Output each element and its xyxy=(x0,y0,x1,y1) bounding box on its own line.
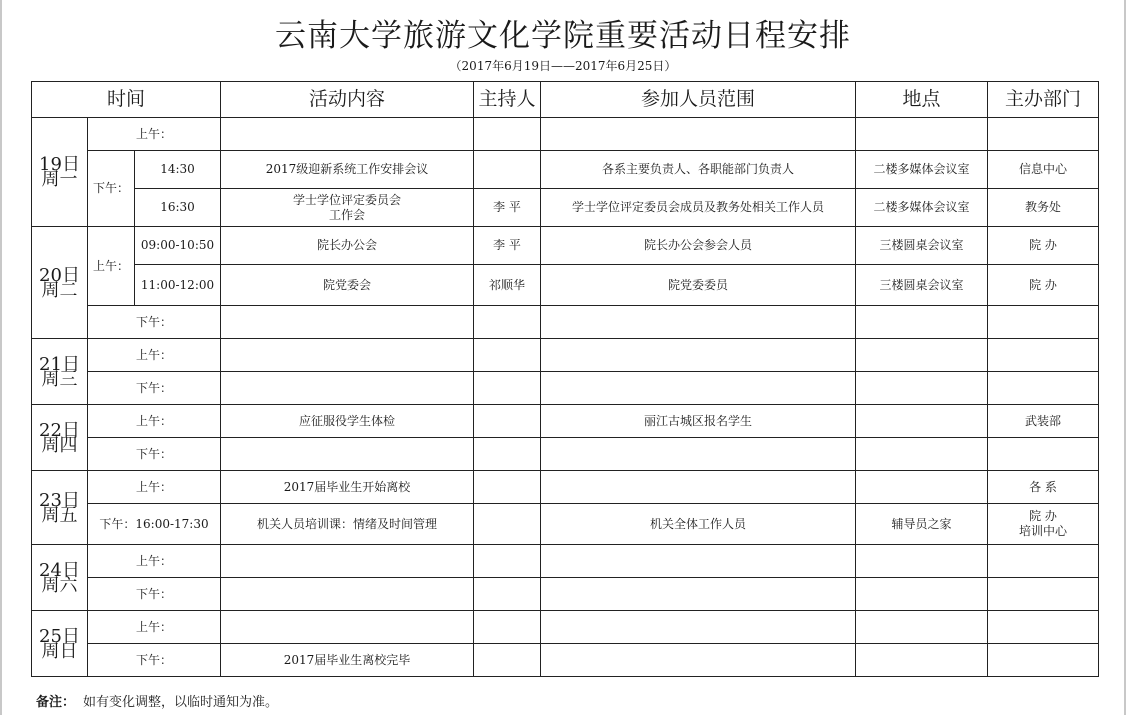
activity-organizer xyxy=(988,545,1099,578)
activity-organizer: 教务处 xyxy=(988,189,1099,227)
activity-content xyxy=(221,438,474,471)
day-date: 19日 xyxy=(39,154,80,175)
period-pm: 下午： xyxy=(88,438,221,471)
activity-participants xyxy=(541,471,856,504)
activity-content xyxy=(221,118,474,151)
footnote xyxy=(36,694,278,712)
activity-organizer: 院 办 xyxy=(988,227,1099,265)
activity-organizer xyxy=(988,339,1099,372)
activity-participants xyxy=(541,644,856,677)
activity-host xyxy=(474,545,541,578)
activity-host xyxy=(474,611,541,644)
activity-location: 三楼圆桌会议室 xyxy=(856,265,988,306)
period-am: 上午： xyxy=(88,227,135,306)
period-am: 上午： xyxy=(88,118,221,151)
day-date: 20日 xyxy=(39,264,80,286)
activity-content xyxy=(221,306,474,339)
period-pm: 下午： xyxy=(88,306,221,339)
period-pm: 下午： xyxy=(88,372,221,405)
day-cell xyxy=(32,227,88,339)
activity-content-line2: 工作会 xyxy=(329,207,366,222)
table-row xyxy=(32,504,1099,545)
period-am: 上午： xyxy=(88,545,221,578)
activity-participants xyxy=(541,611,856,644)
activity-participants: 院党委委员 xyxy=(541,265,856,306)
activity-organizer xyxy=(988,306,1099,339)
activity-content xyxy=(221,578,474,611)
activity-participants: 院长办公会参会人员 xyxy=(541,227,856,265)
activity-organizer: 武装部 xyxy=(988,405,1099,438)
activity-participants: 机关全体工作人员 xyxy=(541,504,856,545)
period-am: 上午： xyxy=(88,611,221,644)
activity-organizer xyxy=(988,438,1099,471)
activity-host xyxy=(474,118,541,151)
table-row xyxy=(32,265,1099,306)
activity-organizer: 信息中心 xyxy=(988,151,1099,189)
day-cell xyxy=(32,118,88,227)
activity-host: 祁顺华 xyxy=(474,265,541,306)
period-am: 上午： xyxy=(88,339,221,372)
activity-content: 2017届毕业生离校完毕 xyxy=(221,644,474,677)
table-row xyxy=(32,118,1099,151)
day-cell xyxy=(32,611,88,677)
activity-time: 09:00-10:50 xyxy=(135,227,221,265)
table-row xyxy=(32,471,1099,504)
schedule-table xyxy=(31,81,1099,677)
activity-location xyxy=(856,306,988,339)
activity-location xyxy=(856,372,988,405)
activity-location: 二楼多媒体会议室 xyxy=(856,151,988,189)
activity-participants xyxy=(541,545,856,578)
activity-organizer xyxy=(988,578,1099,611)
day-weekday: 周三 xyxy=(41,368,78,390)
activity-participants xyxy=(541,438,856,471)
activity-organizer-line2: 培训中心 xyxy=(1019,524,1068,538)
day-weekday: 周五 xyxy=(41,504,78,526)
activity-host: 李 平 xyxy=(474,227,541,265)
activity-host xyxy=(474,471,541,504)
day-date: 22日 xyxy=(39,419,80,441)
activity-content: 机关人员培训课：情绪及时间管理 xyxy=(221,504,474,545)
activity-host xyxy=(474,644,541,677)
activity-content: 院党委会 xyxy=(221,265,474,306)
day-date: 21日 xyxy=(39,353,80,375)
activity-content xyxy=(221,545,474,578)
activity-organizer xyxy=(988,118,1099,151)
activity-content xyxy=(221,372,474,405)
activity-organizer: 各 系 xyxy=(988,471,1099,504)
footnote-label: 备注： xyxy=(36,695,76,710)
activity-host xyxy=(474,306,541,339)
table-row xyxy=(32,545,1099,578)
page-title: 云南大学旅游文化学院重要活动日程安排 xyxy=(275,18,851,54)
activity-organizer-line1: 院 办 xyxy=(1029,509,1057,523)
date-range-subtitle: （2017年6月19日——2017年6月25日） xyxy=(449,59,677,73)
activity-participants xyxy=(541,372,856,405)
activity-location xyxy=(856,118,988,151)
activity-location: 二楼多媒体会议室 xyxy=(856,189,988,227)
activity-location xyxy=(856,339,988,372)
activity-content xyxy=(221,611,474,644)
day-weekday: 周一 xyxy=(41,169,78,190)
page-edge-left xyxy=(0,0,2,715)
table-row xyxy=(32,405,1099,438)
activity-participants: 学士学位评定委员会成员及教务处相关工作人员 xyxy=(541,189,856,227)
table-row xyxy=(32,644,1099,677)
activity-location xyxy=(856,438,988,471)
activity-participants xyxy=(541,578,856,611)
activity-host xyxy=(474,151,541,189)
period-am: 上午： xyxy=(88,405,221,438)
period-pm: 下午： xyxy=(88,578,221,611)
activity-participants xyxy=(541,306,856,339)
day-cell xyxy=(32,405,88,471)
activity-location xyxy=(856,545,988,578)
activity-organizer xyxy=(988,504,1099,545)
activity-host xyxy=(474,438,541,471)
activity-participants xyxy=(541,339,856,372)
period-pm: 下午： xyxy=(88,151,135,227)
activity-content: 2017级迎新系统工作安排会议 xyxy=(221,151,474,189)
activity-location xyxy=(856,405,988,438)
day-weekday: 周六 xyxy=(41,574,78,596)
activity-participants: 丽江古城区报名学生 xyxy=(541,405,856,438)
day-cell xyxy=(32,339,88,405)
activity-organizer xyxy=(988,611,1099,644)
header-content: 活动内容 xyxy=(221,82,474,118)
header-organizer: 主办部门 xyxy=(988,82,1099,118)
activity-content xyxy=(221,339,474,372)
activity-time: 14:30 xyxy=(135,151,221,189)
activity-location: 辅导员之家 xyxy=(856,504,988,545)
activity-location xyxy=(856,578,988,611)
day-date: 25日 xyxy=(39,625,80,647)
table-row xyxy=(32,151,1099,189)
header-row xyxy=(32,82,1099,118)
activity-organizer xyxy=(988,644,1099,677)
activity-host xyxy=(474,578,541,611)
table-row xyxy=(32,438,1099,471)
activity-content xyxy=(221,189,474,227)
table-row xyxy=(32,372,1099,405)
activity-host xyxy=(474,372,541,405)
activity-content: 2017届毕业生开始离校 xyxy=(221,471,474,504)
activity-content: 应征服役学生体检 xyxy=(221,405,474,438)
header-host: 主持人 xyxy=(474,82,541,118)
activity-location xyxy=(856,644,988,677)
table-row xyxy=(32,306,1099,339)
activity-organizer xyxy=(988,372,1099,405)
period-pm: 下午：16:00-17:30 xyxy=(88,504,221,545)
table-row xyxy=(32,611,1099,644)
activity-content: 院长办公会 xyxy=(221,227,474,265)
activity-organizer: 院 办 xyxy=(988,265,1099,306)
header-location: 地点 xyxy=(856,82,988,118)
activity-location xyxy=(856,611,988,644)
day-weekday: 周二 xyxy=(41,279,78,301)
day-weekday: 周日 xyxy=(41,640,78,662)
header-time: 时间 xyxy=(32,82,221,118)
period-am: 上午： xyxy=(88,471,221,504)
table-row xyxy=(32,189,1099,227)
table-row xyxy=(32,578,1099,611)
table-row xyxy=(32,339,1099,372)
activity-time: 11:00-12:00 xyxy=(135,265,221,306)
activity-location xyxy=(856,471,988,504)
activity-host: 李 平 xyxy=(474,189,541,227)
header-participants: 参加人员范围 xyxy=(541,82,856,118)
day-date: 24日 xyxy=(39,559,80,581)
day-cell xyxy=(32,545,88,611)
activity-content-line1: 学士学位评定委员会 xyxy=(293,192,402,207)
activity-time: 16:30 xyxy=(135,189,221,227)
day-weekday: 周四 xyxy=(41,434,78,456)
footnote-text: 如有变化调整，以临时通知为准。 xyxy=(83,695,279,710)
activity-participants: 各系主要负责人、各职能部门负责人 xyxy=(541,151,856,189)
activity-host xyxy=(474,339,541,372)
table-row xyxy=(32,227,1099,265)
day-cell xyxy=(32,471,88,545)
day-date: 23日 xyxy=(39,489,80,511)
activity-host xyxy=(474,504,541,545)
period-pm: 下午： xyxy=(88,644,221,677)
activity-host xyxy=(474,405,541,438)
activity-location: 三楼圆桌会议室 xyxy=(856,227,988,265)
activity-participants xyxy=(541,118,856,151)
